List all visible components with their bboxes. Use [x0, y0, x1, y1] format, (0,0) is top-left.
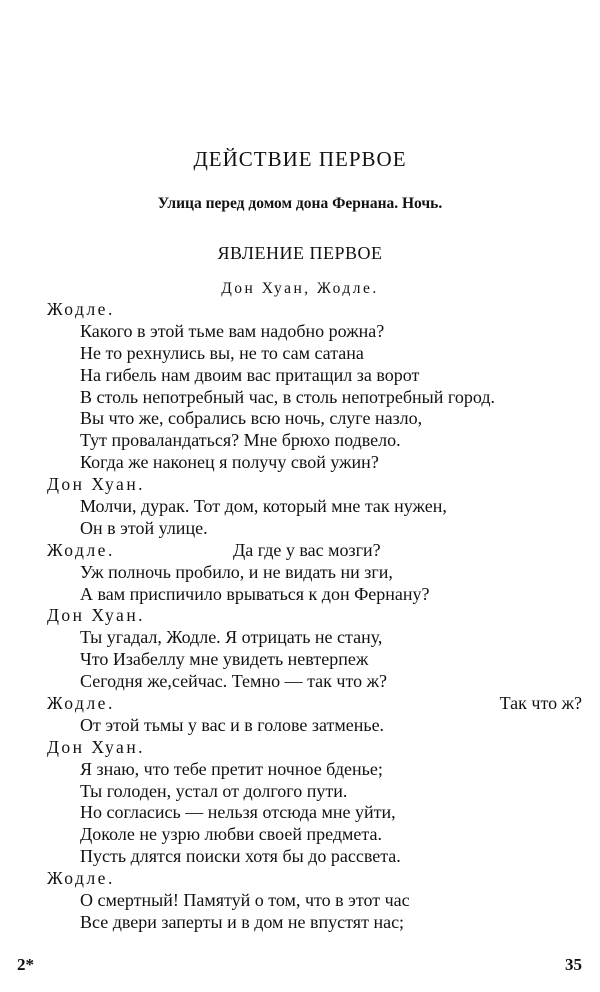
verse-row [0, 452, 600, 474]
verse-line: Но согласись — нельзя отсюда мне уйти, [80, 802, 396, 823]
verse-line: На гибель нам двоим вас притащил за ворот [80, 364, 420, 385]
verse-row [0, 890, 600, 912]
cast-list: Дон Хуан, Жодле. [221, 280, 379, 297]
verse-line: Когда же наконец я получу свой ужин? [80, 452, 379, 473]
verse-row [0, 824, 600, 846]
verse-row [0, 496, 600, 518]
speaker-row [0, 737, 600, 759]
verse-row [0, 387, 600, 409]
verse-line: Что Изабеллу мне увидеть невтерпеж [80, 649, 369, 670]
verse-row [0, 912, 600, 934]
speaker-row [0, 693, 600, 715]
half-line: Да где у вас мозги? [233, 539, 381, 560]
half-line-right: Так что ж? [499, 693, 582, 714]
verse-row [0, 802, 600, 824]
verse-line: Все двери заперты и в дом не впустят нас; [80, 911, 405, 932]
speaker-name: Дон Хуан. [47, 605, 146, 626]
verse-line: Молчи, дурак. Тот дом, который мне так нужен, [80, 496, 447, 517]
verse-line: Уж полночь пробило, и не видать ни зги, [80, 561, 393, 582]
verse-line: Вы что же, собрались всю ночь, слуге назло, [80, 408, 423, 429]
verse-row [0, 430, 600, 452]
verse-row [0, 343, 600, 365]
verse-line: От этой тьмы у вас и в голове затменье. [80, 714, 385, 735]
speaker-row [0, 605, 600, 627]
verse-line: Пусть длятся поиски хотя бы до рассвета. [80, 846, 401, 867]
speaker-row [0, 299, 600, 321]
verse-row [0, 584, 600, 606]
scene-title: ЯВЛЕНИЕ ПЕРВОЕ [217, 243, 383, 263]
verse-row [0, 715, 600, 737]
verse-row [0, 562, 600, 584]
scene-setting: Улица перед домом дона Фернана. Ночь. [157, 195, 443, 212]
speaker-name: Жодле. [47, 299, 115, 319]
verse-line: А вам приспичило врываться к дон Фернану? [80, 583, 430, 604]
verse-line: В столь непотребный час, в столь непотребный город. [80, 386, 495, 407]
speaker-row [0, 868, 600, 890]
verse-line: Тут проваландаться? Мне брюхо подвело. [80, 430, 401, 451]
page-number: 35 [565, 955, 582, 974]
verse-row [0, 846, 600, 868]
speaker-row [0, 540, 600, 562]
verse-row [0, 649, 600, 671]
verse-row [0, 408, 600, 430]
verse-line: Сегодня же,сейчас. Темно — так что ж? [80, 671, 388, 692]
verse-line: Доколе не узрю любви своей предмета. [80, 824, 382, 845]
speaker-row [0, 474, 600, 496]
verse-row [0, 781, 600, 803]
verse-row [0, 627, 600, 649]
verse-line: Я знаю, что тебе претит ночное бденье; [80, 758, 383, 779]
speaker-name: Дон Хуан. [47, 736, 146, 757]
speaker-name: Дон Хуан. [47, 474, 146, 495]
verse-line: Ты голоден, устал от долгого пути. [80, 780, 348, 801]
signature-mark: 2* [17, 955, 34, 974]
verse-row [0, 321, 600, 343]
verse-row [0, 759, 600, 781]
verse-line: Какого в этой тьме вам надобно рожна? [80, 320, 385, 341]
verse-row [0, 671, 600, 693]
speaker-name: Жодле. [47, 539, 115, 560]
play-text [0, 299, 600, 934]
speaker-name: Жодле. [47, 693, 115, 714]
verse-line: Не то рехнулись вы, не то сам сатана [80, 342, 364, 363]
verse-line: Ты угадал, Жодле. Я отрицать не стану, [80, 627, 383, 648]
verse-line: Он в этой улице. [80, 517, 208, 538]
verse-row [0, 518, 600, 540]
act-title: ДЕЙСТВИЕ ПЕРВОЕ [193, 147, 407, 171]
verse-row [0, 365, 600, 387]
verse-line: О смертный! Памятуй о том, что в этот час [80, 890, 410, 911]
speaker-name: Жодле. [47, 868, 115, 889]
